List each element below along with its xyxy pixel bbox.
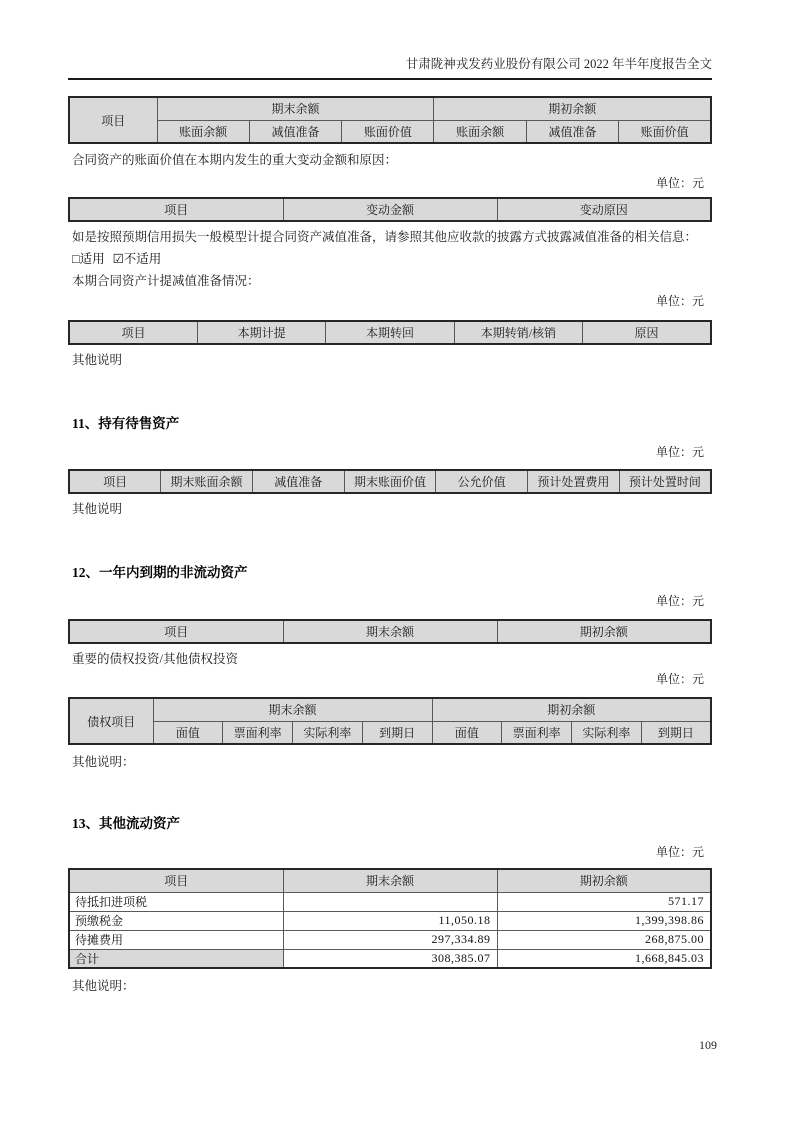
row-ending-value — [283, 892, 497, 911]
other-note: 其他说明： — [72, 755, 135, 769]
col-header-beginning-balance: 期初余额 — [497, 869, 711, 892]
col-header-maturity-date: 到期日 — [641, 721, 711, 744]
col-header-beginning-balance: 期初余额 — [432, 698, 711, 721]
col-header-face-value: 面值 — [153, 721, 223, 744]
document-title: 甘肃陇神戎发药业股份有限公司 2022 年半年度报告全文 — [405, 57, 712, 71]
col-header-reason: 原因 — [583, 321, 711, 344]
contract-assets-balance-table — [68, 96, 712, 144]
col-header-beginning-balance: 期初余额 — [434, 97, 711, 120]
col-header-book-value: 账面价值 — [342, 120, 434, 143]
other-current-assets-table — [68, 868, 712, 969]
col-header-item: 项目 — [69, 198, 283, 221]
col-header-reversal-current: 本期转回 — [326, 321, 454, 344]
col-header-item: 项目 — [69, 97, 157, 143]
col-header-effective-rate: 实际利率 — [572, 721, 642, 744]
col-header-debt-item: 债权项目 — [69, 698, 153, 744]
debt-investment-paragraph: 重要的债权投资/其他债权投资 — [72, 652, 238, 666]
debt-investment-table — [68, 697, 712, 745]
other-note: 其他说明： — [72, 979, 135, 993]
row-beginning-value: 268,875.00 — [497, 930, 711, 949]
section-13-heading: 13、其他流动资产 — [72, 816, 180, 831]
col-header-book-balance: 账面余额 — [434, 120, 526, 143]
col-header-impairment-provision: 减值准备 — [252, 470, 344, 493]
col-header-estimated-disposal-time: 预计处置时间 — [619, 470, 711, 493]
col-header-item: 项目 — [69, 620, 283, 643]
section-12-heading: 12、一年内到期的非流动资产 — [72, 565, 248, 580]
other-note: 其他说明 — [72, 502, 123, 516]
table-row — [69, 930, 711, 949]
row-beginning-value: 571.17 — [497, 892, 711, 911]
section-11-heading: 11、持有待售资产 — [72, 416, 180, 431]
contract-assets-change-table — [68, 197, 712, 222]
col-header-book-balance: 账面余额 — [157, 120, 249, 143]
col-header-ending-balance: 期末余额 — [283, 869, 497, 892]
total-label: 合计 — [69, 949, 283, 968]
assets-held-for-sale-table — [68, 469, 712, 494]
noncurrent-assets-due-table — [68, 619, 712, 644]
provision-paragraph: 本期合同资产计提减值准备情况： — [72, 274, 260, 288]
total-beginning-value: 1,668,845.03 — [497, 949, 711, 968]
col-header-change-reason: 变动原因 — [497, 198, 711, 221]
table-row — [69, 892, 711, 911]
row-beginning-value: 1,399,398.86 — [497, 911, 711, 930]
not-applicable-label: 不适用 — [123, 252, 162, 266]
contract-assets-provision-table — [68, 320, 712, 345]
row-ending-value: 297,334.89 — [283, 930, 497, 949]
unit-label: 单位：元 — [655, 845, 704, 859]
document-header — [68, 0, 712, 80]
col-header-item: 项目 — [69, 869, 283, 892]
row-item: 待摊费用 — [69, 930, 283, 949]
unit-label: 单位：元 — [655, 672, 704, 686]
contract-assets-change-paragraph: 合同资产的账面价值在本期内发生的重大变动金额和原因： — [72, 153, 398, 167]
other-note: 其他说明 — [72, 353, 123, 367]
checkbox-checked-icon: ☑ — [112, 252, 124, 266]
col-header-item: 项目 — [69, 470, 161, 493]
row-ending-value: 11,050.18 — [283, 911, 497, 930]
col-header-beginning-balance: 期初余额 — [497, 620, 711, 643]
col-header-impairment-provision: 减值准备 — [249, 120, 341, 143]
col-header-provision-current: 本期计提 — [197, 321, 325, 344]
col-header-impairment-provision: 减值准备 — [526, 120, 618, 143]
unit-label: 单位：元 — [655, 445, 704, 459]
col-header-coupon-rate: 票面利率 — [223, 721, 293, 744]
unit-label: 单位：元 — [655, 176, 704, 190]
col-header-face-value: 面值 — [432, 721, 502, 744]
col-header-change-amount: 变动金额 — [283, 198, 497, 221]
col-header-ending-balance: 期末余额 — [157, 97, 434, 120]
col-header-coupon-rate: 票面利率 — [502, 721, 572, 744]
checkbox-unchecked-icon: □ — [72, 252, 80, 266]
unit-label: 单位：元 — [655, 294, 704, 308]
col-header-maturity-date: 到期日 — [362, 721, 432, 744]
row-item: 待抵扣进项税 — [69, 892, 283, 911]
col-header-book-value: 账面价值 — [619, 120, 711, 143]
row-item: 预缴税金 — [69, 911, 283, 930]
col-header-ending-book-value: 期末账面价值 — [344, 470, 436, 493]
col-header-ending-balance: 期末余额 — [153, 698, 432, 721]
col-header-estimated-disposal-cost: 预计处置费用 — [528, 470, 620, 493]
col-header-ending-book-balance: 期末账面余额 — [161, 470, 253, 493]
impairment-disclosure-paragraph: 如是按照预期信用损失一般模型计提合同资产减值准备，请参照其他应收款的披露方式披露减值准备的相关信息： — [72, 230, 698, 244]
table-row — [69, 911, 711, 930]
col-header-effective-rate: 实际利率 — [293, 721, 363, 744]
col-header-writeoff-current: 本期转销/核销 — [454, 321, 582, 344]
unit-label: 单位：元 — [655, 594, 704, 608]
col-header-fair-value: 公允价值 — [436, 470, 528, 493]
col-header-ending-balance: 期末余额 — [283, 620, 497, 643]
page-number: 109 — [699, 1038, 717, 1052]
total-ending-value: 308,385.07 — [283, 949, 497, 968]
applicability-selector — [68, 251, 712, 267]
applicable-label: 适用 — [79, 252, 105, 266]
total-row — [69, 949, 711, 968]
col-header-item: 项目 — [69, 321, 197, 344]
